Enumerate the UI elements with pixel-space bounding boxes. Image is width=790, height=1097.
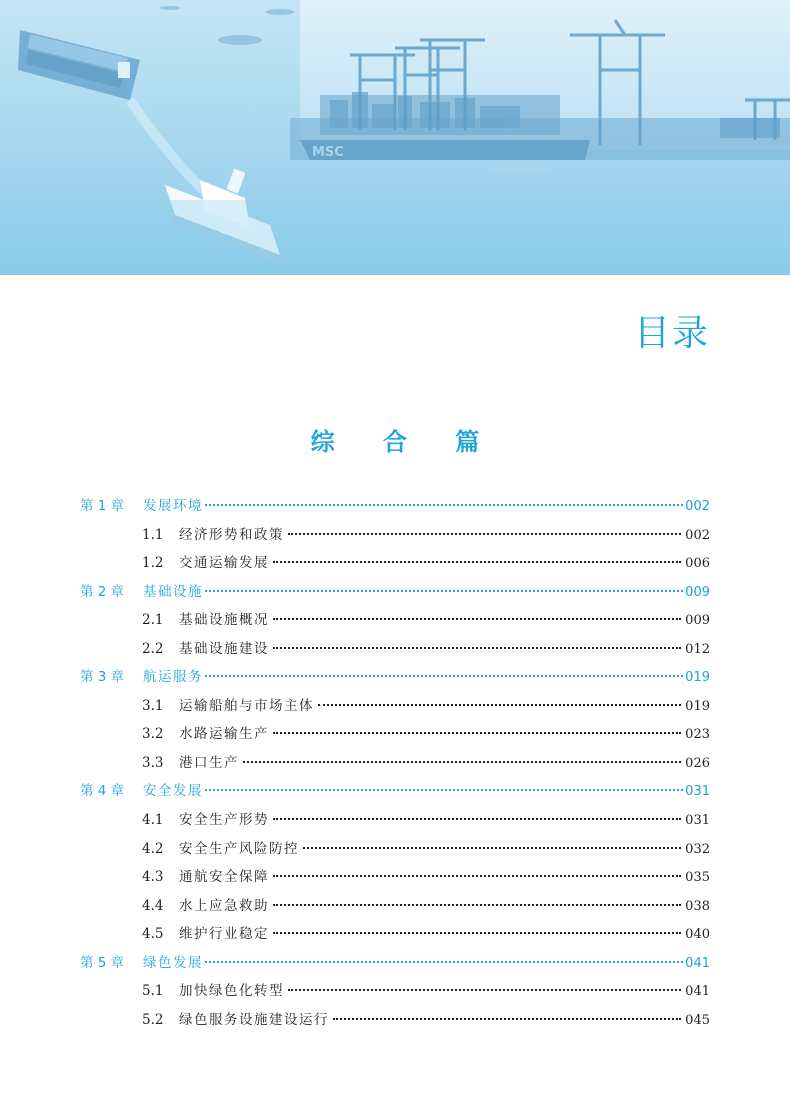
chapter-title: 发展环境 [143, 498, 203, 514]
section-page-number: 035 [685, 870, 710, 886]
toc-section-entry[interactable] [80, 606, 710, 635]
dot-leader [273, 931, 681, 934]
dot-leader [273, 646, 681, 649]
section-page-number: 040 [685, 927, 710, 943]
dot-leader [273, 817, 681, 820]
toc-chapter-entry[interactable] [80, 949, 710, 978]
dot-leader [273, 903, 681, 906]
toc-section-entry[interactable] [80, 835, 710, 864]
section-title: 水上应急救助 [179, 897, 269, 914]
page-title: 目录 [633, 313, 710, 354]
header-photo [0, 0, 790, 275]
section-title: 加快绿色化转型 [179, 983, 284, 1000]
section-page-number: 026 [685, 755, 710, 771]
section-number: 2.2 [142, 640, 164, 657]
section-page-number: 002 [685, 527, 710, 543]
section-page-number: 006 [685, 556, 710, 572]
chapter-title: 安全发展 [143, 783, 203, 800]
chapter-page-number: 002 [685, 499, 710, 514]
section-page-number: 038 [685, 898, 710, 914]
chapter-number: 第 3 章 [80, 669, 125, 686]
chapter-title: 航运服务 [143, 669, 203, 686]
section-title: 基础设施建设 [179, 640, 269, 657]
section-number: 3.3 [142, 754, 164, 771]
section-number: 1.1 [142, 526, 164, 543]
chapter-page-number: 019 [685, 670, 710, 686]
dot-leader [205, 503, 683, 506]
section-number: 4.4 [142, 897, 164, 914]
chapter-page-number: 009 [685, 584, 710, 600]
dot-leader [333, 1017, 681, 1020]
section-number: 5.2 [142, 1011, 164, 1028]
chapter-number: 第 2 章 [80, 583, 125, 600]
section-number: 5.1 [142, 983, 164, 1000]
toc-section-entry[interactable] [80, 920, 710, 949]
section-number: 4.2 [142, 840, 164, 857]
section-page-number: 012 [685, 641, 710, 657]
chapter-title: 基础设施 [143, 583, 203, 600]
chapter-page-number: 041 [685, 955, 710, 971]
toc-section-entry[interactable] [80, 806, 710, 835]
dot-leader [205, 589, 683, 592]
section-title: 维护行业稳定 [179, 926, 269, 943]
toc-section-entry[interactable] [80, 892, 710, 921]
dot-leader [273, 874, 681, 877]
dot-leader [303, 846, 681, 849]
dot-leader [205, 674, 683, 677]
toc-section-entry[interactable] [80, 521, 710, 550]
toc-section-entry[interactable] [80, 1006, 710, 1035]
toc-section-entry[interactable] [80, 692, 710, 721]
chapter-number: 第 1 章 [80, 498, 125, 514]
section-page-number: 031 [685, 813, 710, 829]
toc-section-entry[interactable] [80, 749, 710, 778]
dot-leader [273, 617, 681, 620]
section-title: 绿色服务设施建设运行 [179, 1011, 329, 1028]
toc-section-entry[interactable] [80, 863, 710, 892]
chapter-number: 第 4 章 [80, 783, 125, 800]
toc-chapter-entry[interactable] [80, 492, 710, 521]
section-title: 安全生产风险防控 [179, 840, 299, 857]
section-title: 港口生产 [179, 754, 239, 771]
chapter-title: 绿色发展 [143, 954, 203, 971]
section-page-number: 041 [685, 984, 710, 1000]
section-title: 通航安全保障 [179, 869, 269, 886]
section-number: 2.1 [142, 612, 164, 629]
dot-leader [273, 560, 681, 563]
dot-leader [273, 731, 681, 734]
section-page-number: 023 [685, 727, 710, 743]
dot-leader [288, 988, 681, 991]
part-title: 综 合 篇 [310, 427, 500, 456]
dot-leader [205, 960, 683, 963]
toc-chapter-entry[interactable] [80, 663, 710, 692]
section-number: 4.1 [142, 812, 164, 829]
section-number: 4.5 [142, 926, 164, 943]
section-title: 水路运输生产 [179, 726, 269, 743]
toc-section-entry[interactable] [80, 549, 710, 578]
section-title: 基础设施概况 [179, 612, 269, 629]
dot-leader [318, 703, 681, 706]
section-title: 交通运输发展 [179, 555, 269, 572]
toc-chapter-entry[interactable] [80, 578, 710, 607]
chapter-page-number: 031 [685, 784, 710, 800]
toc-section-entry[interactable] [80, 977, 710, 1006]
toc-section-entry[interactable] [80, 720, 710, 749]
section-title: 经济形势和政策 [179, 526, 284, 543]
toc-chapter-entry[interactable] [80, 777, 710, 806]
section-number: 4.3 [142, 869, 164, 886]
chapter-number: 第 5 章 [80, 954, 125, 971]
dot-leader [205, 788, 683, 791]
section-title: 运输船舶与市场主体 [179, 697, 314, 714]
section-number: 3.1 [142, 697, 164, 714]
dot-leader [243, 760, 681, 763]
toc-section-entry[interactable] [80, 635, 710, 664]
section-title: 安全生产形势 [179, 812, 269, 829]
section-page-number: 045 [685, 1012, 710, 1028]
section-page-number: 032 [685, 841, 710, 857]
section-number: 1.2 [142, 555, 164, 572]
section-page-number: 009 [685, 613, 710, 629]
dot-leader [288, 532, 681, 535]
ship-marking-text: MSC [312, 145, 344, 160]
table-of-contents [80, 492, 710, 1034]
section-number: 3.2 [142, 726, 164, 743]
port-photo-illustration [0, 0, 790, 275]
section-page-number: 019 [685, 698, 710, 714]
